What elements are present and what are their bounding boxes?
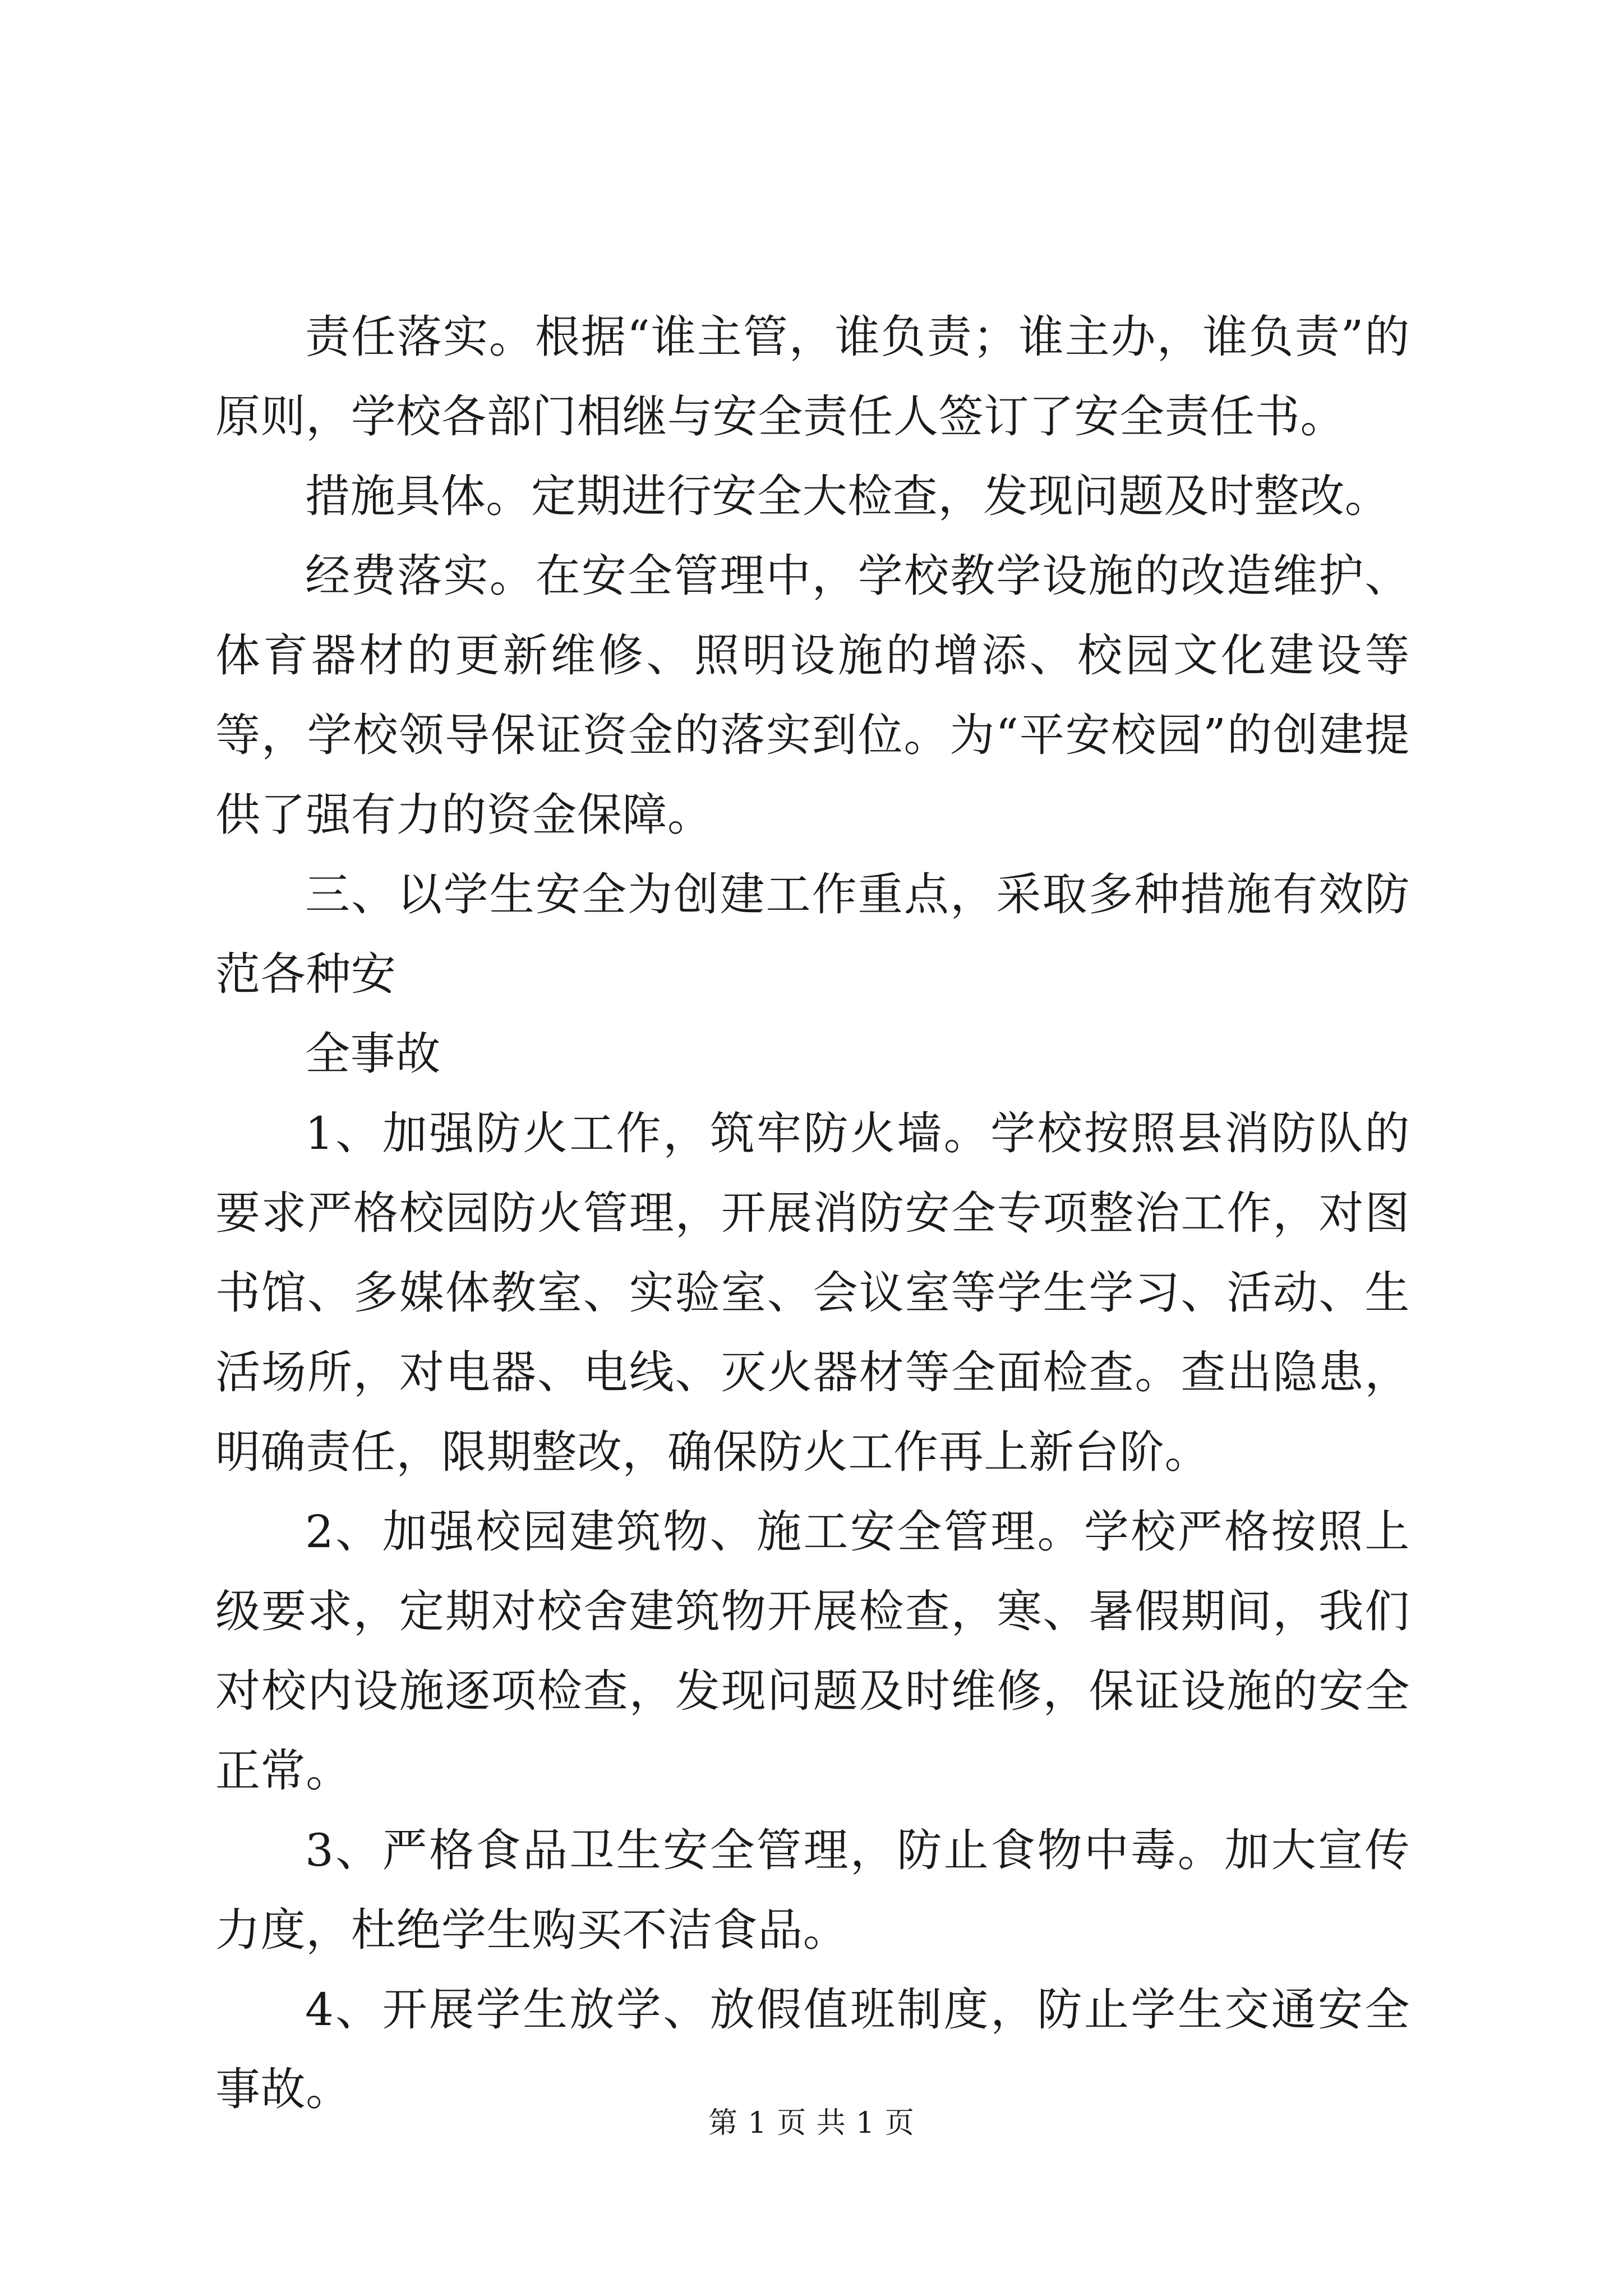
paragraph-responsibility: 责任落实。根据“谁主管，谁负责；谁主办，谁负责”的原则，学校各部门相继与安全责任人签订了安全责任书。 <box>215 311 1410 443</box>
paragraph-measures: 措施具体。定期进行安全大检查，发现问题及时整改。 <box>305 470 1390 522</box>
paragraph-item-1-fire-safety: 1、加强防火工作，筑牢防火墙。学校按照县消防队的要求严格校园防火管理，开展消防安全专项整治工作，对图书馆、多媒体教室、实验室、会议室等学生学习、活动、生活场所，对电器、电线、灭火器材等全面检查。查出隐患，明确责任，限期整改，确保防火工作再上新台阶。 <box>215 1107 1410 1478</box>
paragraph-section-three-continued: 全事故 <box>305 1028 441 1080</box>
document-body <box>215 297 1410 2129</box>
paragraph-item-4-traffic-safety: 4、开展学生放学、放假值班制度，防止学生交通安全事故。 <box>215 1984 1410 2115</box>
paragraph-funding: 经费落实。在安全管理中，学校教学设施的改造维护、体育器材的更新维修、照明设施的增添、校园文化建设等等，学校领导保证资金的落实到位。为“平安校园”的创建提供了强有力的资金保障。 <box>215 550 1410 841</box>
paragraph-item-3-food-safety: 3、严格食品卫生安全管理，防止食物中毒。加大宣传力度，杜绝学生购买不洁食品。 <box>215 1824 1410 1956</box>
paragraph-section-three: 三、以学生安全为创建工作重点，采取多种措施有效防范各种安 <box>215 868 1410 1000</box>
page-footer: 第 1 页 共 1 页 <box>708 2106 915 2140</box>
paragraph-item-2-building-safety: 2、加强校园建筑物、施工安全管理。学校严格按照上级要求，定期对校舍建筑物开展检查，寒、暑假期间，我们对校内设施逐项检查，发现问题及时维修，保证设施的安全正常。 <box>215 1506 1410 1797</box>
